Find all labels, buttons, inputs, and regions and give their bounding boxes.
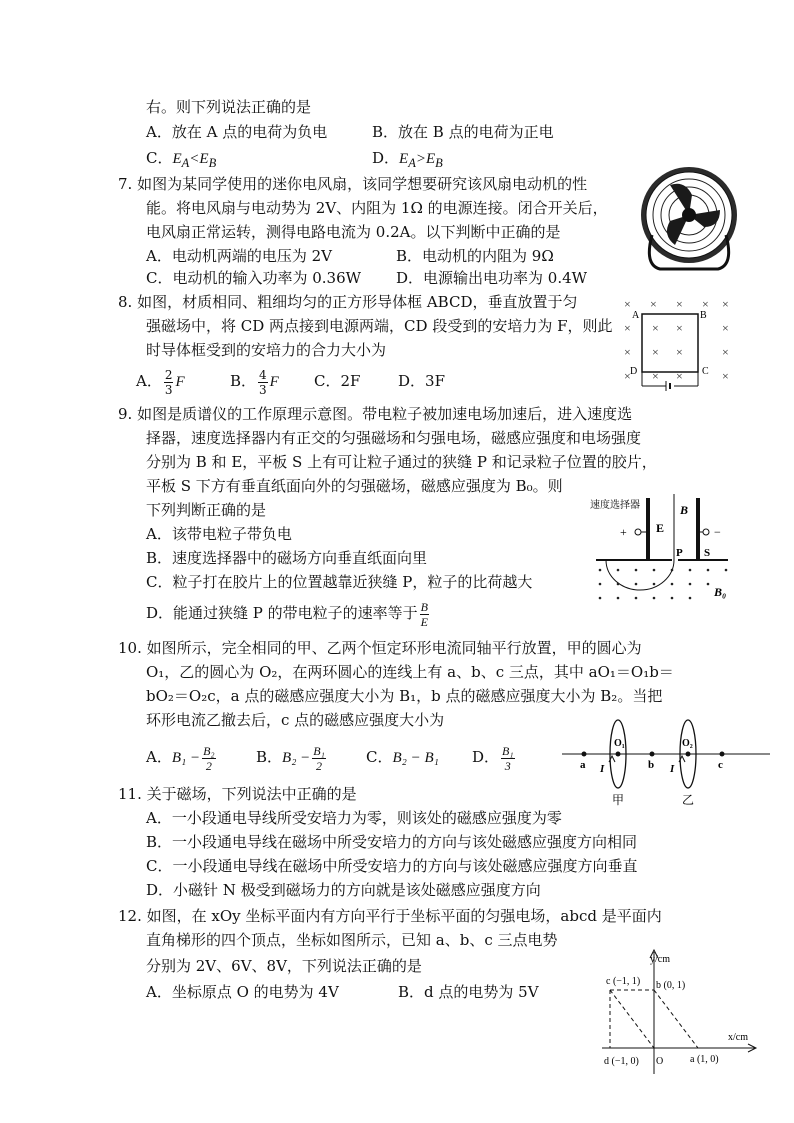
svg-text:O: O <box>656 1056 664 1067</box>
q10-option-a: A．B₁ − $\frac{\text{B₂}}{2}$ <box>146 743 215 773</box>
label-a: A <box>632 310 640 321</box>
q6-option-b: B．放在 B 点的电荷为正电 <box>372 123 554 141</box>
q10-stem-line1: 10. 如图所示，完全相同的甲、乙两个恒定环形电流同轴平行放置，甲的圆心为 <box>118 639 642 657</box>
q9-stem-line4: 平板 S 下方有垂直纸面向外的匀强磁场，磁感应强度为 B₀。则 <box>146 477 563 495</box>
svg-text:I: I <box>670 763 675 775</box>
q10-stem-line2: O₁，乙的圆心为 O₂，在两环圆心的连线上有 a、b、c 三点，其中 aO₁＝O₁b＝ <box>146 663 674 681</box>
q7-stem-line3: 电风扇正常运转，测得电路电流为 0.2A。以下判断中正确的是 <box>146 223 561 241</box>
svg-text:×: × <box>624 321 631 335</box>
ring-current-diagram <box>560 716 772 808</box>
svg-text:I: I <box>600 763 605 775</box>
svg-text:a: a <box>580 759 586 771</box>
svg-text:×: × <box>722 321 729 335</box>
svg-text:×: × <box>624 345 631 359</box>
q11-stem: 11. 关于磁场，下列说法中正确的是 <box>118 785 357 803</box>
q9-option-b: B．速度选择器中的磁场方向垂直纸面向里 <box>146 549 428 567</box>
svg-text:b (0, 1): b (0, 1) <box>656 980 686 991</box>
q9-option-c: C．粒子打在胶片上的位置越靠近狭缝 P，粒子的比荷越大 <box>146 573 533 591</box>
label-d: D <box>630 366 638 377</box>
fan-illustration <box>630 165 748 275</box>
q11-option-c: C．一小段通电导线在磁场中所受安培力的方向与该处磁感应强度方向垂直 <box>146 857 638 875</box>
coordinate-trapezoid-diagram <box>598 944 762 1084</box>
q9-option-d: D．能通过狭缝 P 的带电粒子的速率等于 $\frac{B}{E}$ <box>146 599 429 629</box>
label-b: B <box>700 310 707 321</box>
svg-text:c: c <box>718 759 723 771</box>
svg-text:×: × <box>722 345 729 359</box>
svg-text:×: × <box>722 297 729 311</box>
q11-option-d: D．小磁针 N 极受到磁场力的方向就是该处磁感应强度方向 <box>146 881 541 899</box>
q9-stem-line2: 择器，速度选择器内有正交的匀强磁场和匀强电场，磁感应强度和电场强度 <box>146 429 642 447</box>
q7-option-b: B．电动机的内阻为 9Ω <box>396 247 554 265</box>
q9-option-a: A．该带电粒子带负电 <box>146 525 292 543</box>
q10-option-b: B．B₂ − $\frac{\text{B₁}}{2}$ <box>256 743 325 773</box>
q8-square-frame-diagram <box>612 292 732 392</box>
q6-stem-tail: 右。则下列说法正确的是 <box>146 98 312 116</box>
q12-stem-line3: 分别为 2V、6V、8V，下列说法正确的是 <box>146 957 422 975</box>
q10-option-d: D． $\frac{\text{B₁}}{3}$ <box>472 743 514 773</box>
q7-option-a: A．电动机两端的电压为 2V <box>146 247 332 265</box>
q8-stem-line2: 强磁场中，将 CD 两点接到电源两端，CD 段受到的安培力为 F，则此 <box>146 317 613 335</box>
q12-option-b: B．d 点的电势为 5V <box>398 983 539 1001</box>
q9-stem-line1: 9. 如图是质谱仪的工作原理示意图。带电粒子被加速电场加速后，进入速度选 <box>118 405 633 423</box>
q6-option-a: A．放在 A 点的电荷为负电 <box>146 123 328 141</box>
svg-text:×: × <box>652 345 659 359</box>
svg-text:×: × <box>722 369 729 383</box>
q8-stem-line1: 8. 如图，材质相同、粗细均匀的正方形导体框 ABCD，垂直放置于匀 <box>118 293 578 311</box>
q7-stem-line2: 能。将电风扇与电动势为 2V、内阻为 1Ω 的电源连接。闭合开关后， <box>146 199 608 217</box>
svg-text:×: × <box>652 321 659 335</box>
svg-text:O₂: O₂ <box>682 738 693 749</box>
q12-option-a: A．坐标原点 O 的电势为 4V <box>146 983 339 1001</box>
q7-option-c: C．电动机的输入功率为 0.36W <box>146 269 362 287</box>
svg-text:y/cm: y/cm <box>650 954 670 965</box>
svg-text:B₀: B₀ <box>714 585 727 599</box>
svg-text:a (1, 0): a (1, 0) <box>690 1054 719 1065</box>
svg-text:+: + <box>620 525 627 539</box>
q12-stem-line2: 直角梯形的四个顶点，坐标如图所示，已知 a、b、c 三点电势 <box>146 931 558 949</box>
q6-option-d-expr: $E_A>E_B$ <box>399 151 443 170</box>
svg-text:d (−1, 0): d (−1, 0) <box>604 1056 639 1067</box>
q6-option-c: C．$E_A<E_B$ <box>146 149 217 170</box>
q7-option-d: D．电源输出电功率为 0.4W <box>396 269 588 287</box>
q8-option-b: B． $\frac{4}{3}$ F <box>230 367 279 397</box>
svg-text:c (−1, 1): c (−1, 1) <box>606 976 641 987</box>
svg-text:b: b <box>648 759 655 771</box>
svg-text:E: E <box>656 521 665 535</box>
svg-text:×: × <box>624 369 631 383</box>
q8-option-c: C．2F <box>314 372 361 390</box>
q10-option-c: C．B₂ − B₁ <box>366 748 439 766</box>
svg-text:×: × <box>676 297 683 311</box>
svg-text:−: − <box>714 525 721 539</box>
svg-text:×: × <box>676 369 683 383</box>
svg-text:×: × <box>676 321 683 335</box>
q10-stem-line3: bO₂＝O₂c，a 点的磁感应强度大小为 B₁，b 点的磁感应强度大小为 B₂。当把 <box>146 687 663 705</box>
svg-text:B: B <box>680 503 689 517</box>
q12-stem-line1: 12. 如图，在 xOy 坐标平面内有方向平行于坐标平面的匀强电场，abcd 是平面内 <box>118 907 662 925</box>
q9-stem-line5: 下列判断正确的是 <box>146 501 267 519</box>
q11-option-a: A．一小段通电导线所受安培力为零，则该处的磁感应强度为零 <box>146 809 562 827</box>
svg-text:x/cm: x/cm <box>728 1032 748 1043</box>
q10-stem-line4: 环形电流乙撤去后，c 点的磁感应强度大小为 <box>146 711 445 729</box>
svg-text:P: P <box>676 547 683 559</box>
svg-text:乙: 乙 <box>682 793 695 807</box>
q7-stem-line1: 7. 如图为某同学使用的迷你电风扇，该同学想要研究该风扇电动机的性 <box>118 175 588 193</box>
svg-text:S: S <box>704 547 711 559</box>
q8-option-a: A． $\frac{2}{3}$ F <box>136 367 185 397</box>
mass-spectrometer-diagram <box>588 492 734 604</box>
svg-text:×: × <box>624 297 631 311</box>
q8-option-d: D．3F <box>398 372 445 390</box>
velocity-selector-label: 速度选择器 <box>590 500 640 511</box>
svg-text:×: × <box>702 297 709 311</box>
q9-stem-line3: 分别为 B 和 E，平板 S 上有可让粒子通过的狭缝 P 和记录粒子位置的胶片， <box>146 453 657 471</box>
svg-text:×: × <box>652 369 659 383</box>
svg-text:×: × <box>676 345 683 359</box>
svg-text:×: × <box>650 297 657 311</box>
svg-text:O₁: O₁ <box>614 738 625 749</box>
label-c: C <box>702 366 709 377</box>
q6-option-c-expr: $E_A<E_B$ <box>172 151 217 170</box>
q11-option-b: B．一小段通电导线在磁场中所受安培力的方向与该处磁感应强度方向相同 <box>146 833 638 851</box>
q8-stem-line3: 时导体框受到的安培力的合力大小为 <box>146 341 387 359</box>
svg-text:甲: 甲 <box>612 793 625 807</box>
q6-option-d: D．$E_A>E_B$ <box>372 149 443 170</box>
